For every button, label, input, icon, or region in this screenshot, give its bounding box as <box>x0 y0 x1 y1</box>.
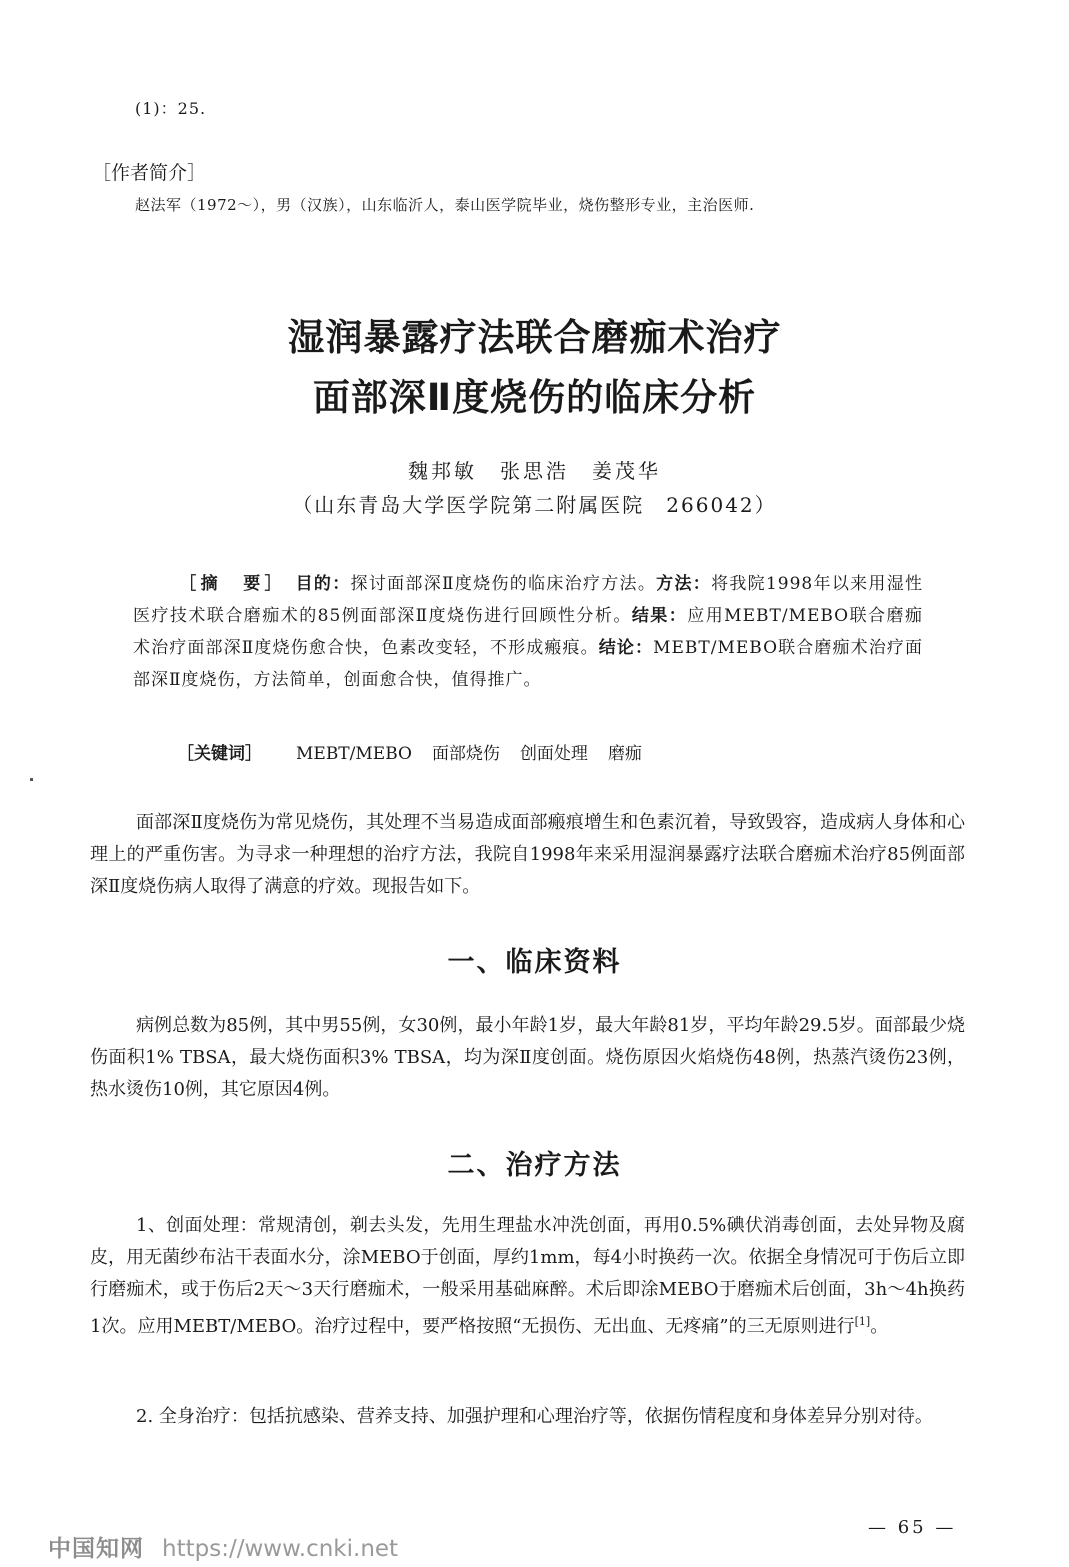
watermark-url: https://www.cnki.net <box>162 1536 399 1562</box>
clinical-data-paragraph <box>90 1010 965 1106</box>
abstract-method-label: 方法： <box>656 574 712 594</box>
treatment-item-1 <box>90 1210 965 1343</box>
treatment-item-2-text: 2. 全身治疗：包括抗感染、营养支持、加强护理和心理治疗等，依据伤情程度和身体差异分别对待。 <box>136 1406 933 1427</box>
abstract-method-text: 将我院1998年以来用湿性医疗技术联合磨痂术的85例面部深Ⅱ度烧伤进行回顾性分析。 <box>133 574 924 626</box>
article-authors: 魏邦敏 张思浩 姜茂华 <box>408 459 661 483</box>
treatment-item-2 <box>90 1401 965 1433</box>
abstract <box>133 568 923 696</box>
author-intro-text: 赵法军（1972～），男（汉族），山东临沂人，泰山医学院毕业，烧伤整形专业，主治医师. <box>135 196 755 214</box>
abstract-result-label: 结果： <box>631 606 688 626</box>
abstract-tag: ［摘 要］ <box>179 574 278 594</box>
treatment-item-1-end: 。 <box>870 1316 889 1337</box>
cnki-watermark <box>48 1530 398 1563</box>
keywords-tag: ［关键词］ <box>177 744 262 764</box>
citation-marker: [1] <box>854 1315 871 1328</box>
intro-text: 面部深Ⅱ度烧伤为常见烧伤，其处理不当易造成面部瘢痕增生和色素沉着，导致毁容，造成病人身体和心理上的严重伤害。为寻求一种理想的治疗方法，我院自1998年来采用湿润暴露疗法联合磨痂术治疗85例面部深Ⅱ度烧伤病人取得了满意的疗效。现报告如下。 <box>90 812 965 897</box>
keyword-item: MEBT/MEBO <box>296 744 412 764</box>
author-intro-heading: ［作者简介］ <box>92 162 207 184</box>
keywords <box>177 739 662 764</box>
keyword-item: 面部烧伤 <box>431 744 500 764</box>
abstract-conclusion-label: 结论： <box>598 638 654 658</box>
reference-tail: (1)：25. <box>135 99 207 118</box>
treatment-item-1-text: 1、创面处理：常规清创，剃去头发，先用生理盐水冲洗创面，再用0.5%碘伏消毒创面，去处异物及腐皮，用无菌纱布沾干表面水分，涂MEBO于创面，厚约1mm，每4小时换药一次。依据全身情况可于伤后立即行磨痂术，或于伤后2天～3天行磨痂术，一般采用基础麻醉。术后即涂MEBO于磨痂术后创面，3h～4h换药1次。应用MEBT/MEBO。治疗过程中，要严格按照“无损伤、无出血、无疼痛”的三无原则进行 <box>90 1215 965 1337</box>
abstract-objective-text: 探讨面部深Ⅱ度烧伤的临床治疗方法。 <box>350 574 657 594</box>
abstract-objective-label: 目的： <box>295 574 351 594</box>
article-title-line2: 面部深Ⅱ度烧伤的临床分析 <box>312 376 757 419</box>
abstract-result-text: 应用MEBT/MEBO联合磨痂术治疗面部深Ⅱ度烧伤愈合快，色素改变轻，不形成瘢痕。 <box>133 606 923 658</box>
keyword-item: 创面处理 <box>519 744 588 764</box>
section-heading-clinical-data: 一、临床资料 <box>447 947 622 978</box>
keyword-item: 磨痂 <box>607 744 642 764</box>
intro-paragraph <box>90 807 965 903</box>
article-title-line1: 湿润暴露疗法联合磨痂术治疗 <box>287 316 782 359</box>
page-number: — 65 — <box>868 1517 957 1538</box>
section-heading-treatment: 二、治疗方法 <box>447 1150 622 1181</box>
margin-mark <box>30 778 33 781</box>
article-affiliation: （山东青岛大学医学院第二附属医院 266042） <box>292 493 777 517</box>
clinical-data-text: 病例总数为85例，其中男55例，女30例，最小年龄1岁，最大年龄81岁，平均年龄29.5岁。面部最少烧伤面积1% TBSA，最大烧伤面积3% TBSA，均为深Ⅱ度创面。烧伤原因火焰烧伤48例，热蒸汽烫伤23例，热水烫伤10例，其它原因4例。 <box>90 1015 965 1100</box>
abstract-conclusion-text: MEBT/MEBO联合磨痂术治疗面部深Ⅱ度烧伤，方法简单，创面愈合快，值得推广。 <box>133 638 924 690</box>
watermark-brand: 中国知网 <box>48 1536 144 1562</box>
